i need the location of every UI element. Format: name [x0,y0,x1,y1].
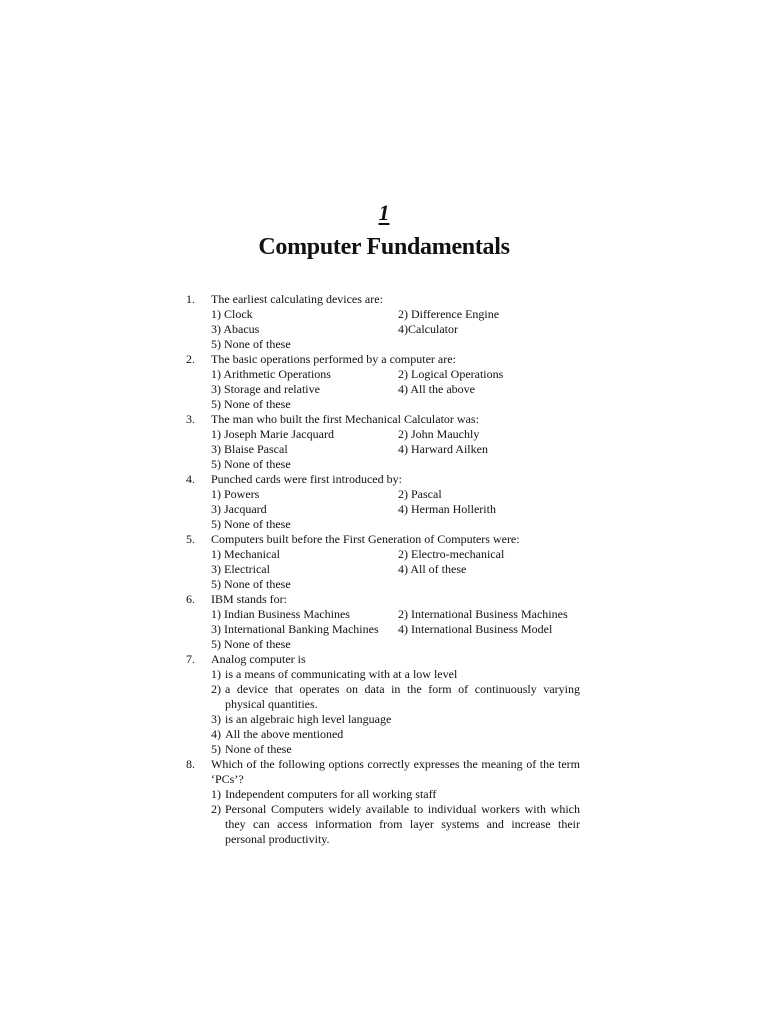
question-list [186,292,580,847]
options-list [211,787,580,847]
question-text: The man who built the first Mechanical Calculator was: [211,412,479,426]
option: 5) None of these [211,457,291,471]
option: 4) Harward Ailken [398,442,488,456]
question-text: Which of the following options correctly expresses the meaning of the term ‘PCs’? [211,757,580,786]
question-1 [186,292,580,352]
option: 5) None of these [211,637,291,651]
question-number: 6. [186,592,195,606]
option-text: is a means of communicating with at a low level [225,667,458,681]
option: 3) Abacus [211,322,260,336]
question-text: Computers built before the First Generation of Computers were: [211,532,520,546]
option-number: 2) [211,682,221,696]
option: 4) International Business Model [398,622,553,636]
option: 1) Joseph Marie Jacquard [211,427,334,441]
option: 5) None of these [211,337,291,351]
option: 2) Logical Operations [398,367,504,381]
question-number: 8. [186,757,195,771]
question-8 [186,757,580,847]
question-text: IBM stands for: [211,592,287,606]
option-text: Independent computers for all working staff [225,787,437,801]
options-list [211,667,580,757]
option-number: 3) [211,712,221,726]
list-item [211,712,580,727]
option: 3) Blaise Pascal [211,442,288,456]
options-grid [211,547,580,577]
option-number: 4) [211,727,221,741]
list-item [211,787,580,802]
question-number: 2. [186,352,195,366]
option-number: 2) [211,802,221,816]
option: 3) Electrical [211,562,270,576]
option-text: a device that operates on data in the form of continuously varying physical quantities. [225,682,580,711]
option-text: All the above mentioned [225,727,344,741]
question-5 [186,532,580,592]
question-text: Analog computer is [211,652,306,666]
question-4 [186,472,580,532]
option: 3) Storage and relative [211,382,320,396]
chapter-title: Computer Fundamentals [258,234,510,260]
option: 2) Difference Engine [398,307,500,321]
option: 2) John Mauchly [398,427,480,441]
chapter-number: 1 [378,200,390,225]
option: 1) Mechanical [211,547,280,561]
question-text: The earliest calculating devices are: [211,292,383,306]
question-text: Punched cards were first introduced by: [211,472,402,486]
option-number: 1) [211,667,221,681]
question-number: 7. [186,652,195,666]
list-item [211,667,580,682]
option: 1) Clock [211,307,253,321]
option: 2) Electro-mechanical [398,547,505,561]
option-text: is an algebraic high level language [225,712,392,726]
option: 1) Arithmetic Operations [211,367,331,381]
option-number: 1) [211,787,221,801]
option: 1) Powers [211,487,260,501]
options-grid [211,427,580,457]
question-number: 5. [186,532,195,546]
options-grid [211,607,580,637]
option: 5) None of these [211,517,291,531]
option-text: Personal Computers widely available to individual workers with which they can access information from layer systems and increase their personal productivity. [225,802,580,846]
option: 2) International Business Machines [398,607,568,621]
option: 5) None of these [211,577,291,591]
list-item [211,727,580,742]
option: 3) Jacquard [211,502,267,516]
option-text: None of these [225,742,292,756]
option: 4) Herman Hollerith [398,502,496,516]
options-grid [211,367,580,397]
option: 1) Indian Business Machines [211,607,350,621]
option: 4)Calculator [398,322,458,336]
options-grid [211,487,580,517]
question-3 [186,412,580,472]
question-number: 3. [186,412,195,426]
question-number: 4. [186,472,195,486]
question-2 [186,352,580,412]
option: 3) International Banking Machines [211,622,379,636]
question-number: 1. [186,292,195,306]
question-text: The basic operations performed by a computer are: [211,352,456,366]
options-grid [211,307,580,337]
option: 2) Pascal [398,487,442,501]
list-item [211,802,580,847]
option: 4) All of these [398,562,467,576]
option: 4) All the above [398,382,475,396]
list-item [211,682,580,712]
question-6 [186,592,580,652]
question-7 [186,652,580,757]
option: 5) None of these [211,397,291,411]
option-number: 5) [211,742,221,756]
list-item [211,742,580,757]
